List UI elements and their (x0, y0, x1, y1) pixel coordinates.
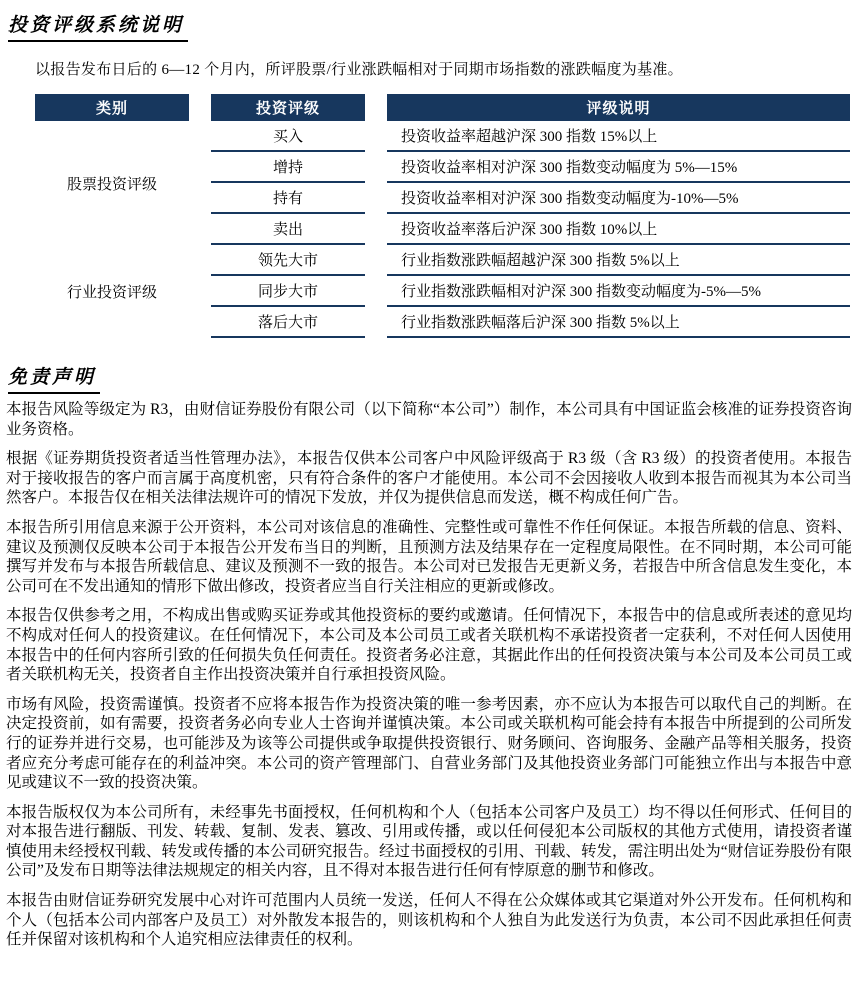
disclaimer-paragraph-3: 本报告所引用信息来源于公开资料，本公司对该信息的准确性、完整性或可靠性不作任何保证。本报告所载的信息、资料、建议及预测仅反映本公司于本报告公开发布当日的判断，且预测方法及结果存在一定程度局限性。在不同时期，本公司可能撰写并发布与本报告所载信息、建议及预测不一致的报告。本公司对已发报告无更新义务，若报告中所含信息发生变化，本公司可在不发出通知的情形下做出修改，投资者应当自行关注相应的更新或修改。 (6, 518, 852, 595)
table-header-category: 类别 (35, 94, 189, 121)
table-header-description: 评级说明 (387, 94, 850, 121)
rating-desc-overweight: 投资收益率相对沪深 300 指数变动幅度为 5%—15% (387, 152, 850, 183)
disclaimer-paragraph-6: 本报告版权仅为本公司所有，未经事先书面授权，任何机构和个人（包括本公司客户及员工）均不得以任何形式、任何目的对本报告进行翻版、刊发、转载、复制、发表、篡改、引用或传播，或以任何侵犯本公司版权的其他方式使用，请投资者谨慎使用未经授权刊载、转发或传播的本公司研究报告。经过书面授权的引用、刊载、转发，需注明出处为“财信证券股份有限公司”及发布日期等法律法规规定的相关内容，且不得对本报告进行任何有悖原意的删节和修改。 (6, 803, 852, 880)
disclaimer-paragraph-1: 本报告风险等级定为 R3，由财信证券股份有限公司（以下简称“本公司”）制作，本公司具有中国证监会核准的证券投资咨询业务资格。 (6, 401, 852, 438)
rating-cell-overweight: 增持 (211, 152, 365, 183)
rating-desc-outperform: 行业指数涨跌幅超越沪深 300 指数 5%以上 (387, 245, 850, 276)
rating-desc-hold: 投资收益率相对沪深 300 指数变动幅度为-10%—5% (387, 183, 850, 214)
category-industry-rating: 行业投资评级 (66, 285, 157, 301)
rating-desc-inline: 行业指数涨跌幅相对沪深 300 指数变动幅度为-5%—5% (387, 276, 850, 307)
rating-desc-sell: 投资收益率落后沪深 300 指数 10%以上 (387, 214, 850, 245)
disclaimer-paragraph-4: 本报告仅供参考之用，不构成出售或购买证券或其他投资标的要约或邀请。任何情况下，本报告中的信息或所表述的意见均不构成对任何人的投资建议。在任何情况下，本公司及本公司员工或者关联机构不承诺投资者一定获利，不对任何人因使用本报告中的任何内容所引致的任何损失负任何责任。投资者务必注意，其据此作出的任何投资决策与本公司及本公司员工或者关联机构无关，投资者自主作出投资决策并自行承担投资风险。 (6, 607, 852, 684)
disclaimer-paragraph-7: 本报告由财信证券研究发展中心对许可范围内人员统一发送，任何人不得在公众媒体或其它渠道对外公开发布。任何机构和个人（包括本公司内部客户及员工）对外散发本报告的，则该机构和个人独自为此发送行为负责，本公司不因此承担任何责任并保留对该机构和个人追究相应法律责任的权利。 (6, 892, 852, 949)
category-stock-rating: 股票投资评级 (66, 176, 157, 193)
rating-cell-outperform: 领先大市 (211, 245, 365, 276)
rating-cell-underperform: 落后大市 (211, 307, 365, 338)
rating-section-title: 投资评级系统说明 (8, 10, 188, 42)
rating-cell-sell: 卖出 (211, 214, 365, 245)
document-page (6, 8, 852, 950)
rating-desc-underperform: 行业指数涨跌幅落后沪深 300 指数 5%以上 (387, 307, 850, 338)
rating-cell-hold: 持有 (211, 183, 365, 214)
rating-cell-buy: 买入 (211, 121, 365, 152)
rating-desc-buy: 投资收益率超越沪深 300 指数 15%以上 (387, 121, 850, 152)
disclaimer-section-title: 免责声明 (8, 362, 100, 394)
rating-table (35, 94, 850, 338)
rating-basis-text: 以报告发布日后的 6—12 个月内，所评股票/行业涨跌幅相对于同期市场指数的涨跌幅度为基准。 (35, 62, 683, 78)
disclaimer-paragraph-5: 市场有风险，投资需谨慎。投资者不应将本报告作为投资决策的唯一参考因素，亦不应认为本报告可以取代自己的判断。在决定投资前，如有需要，投资者务必向专业人士咨询并谨慎决策。本公司或关联机构可能会持有本报告中所提到的公司所发行的证券并进行交易，也可能涉及为该等公司提供或争取提供投资银行、财务顾问、咨询服务、金融产品等相关服务，投资者应充分考虑可能存在的利益冲突。本公司的资产管理部门、自营业务部门及其他投资业务部门可能独立作出与本报告中意见或建议不一致的投资决策。 (6, 695, 852, 792)
rating-cell-inline: 同步大市 (211, 276, 365, 307)
disclaimer-paragraph-2: 根据《证券期货投资者适当性管理办法》，本报告仅供本公司客户中风险评级高于 R3 级（含 R3 级）的投资者使用。本报告对于接收报告的客户而言属于高度机密，只有符合条件的客户才能使用。本公司不会因接收人收到本报告而视其为本公司当然客户。本报告仅在相关法律法规许可的情况下发放，并仅为提供信息而发送，概不构成任何广告。 (6, 450, 852, 507)
table-header-rating: 投资评级 (211, 94, 365, 121)
